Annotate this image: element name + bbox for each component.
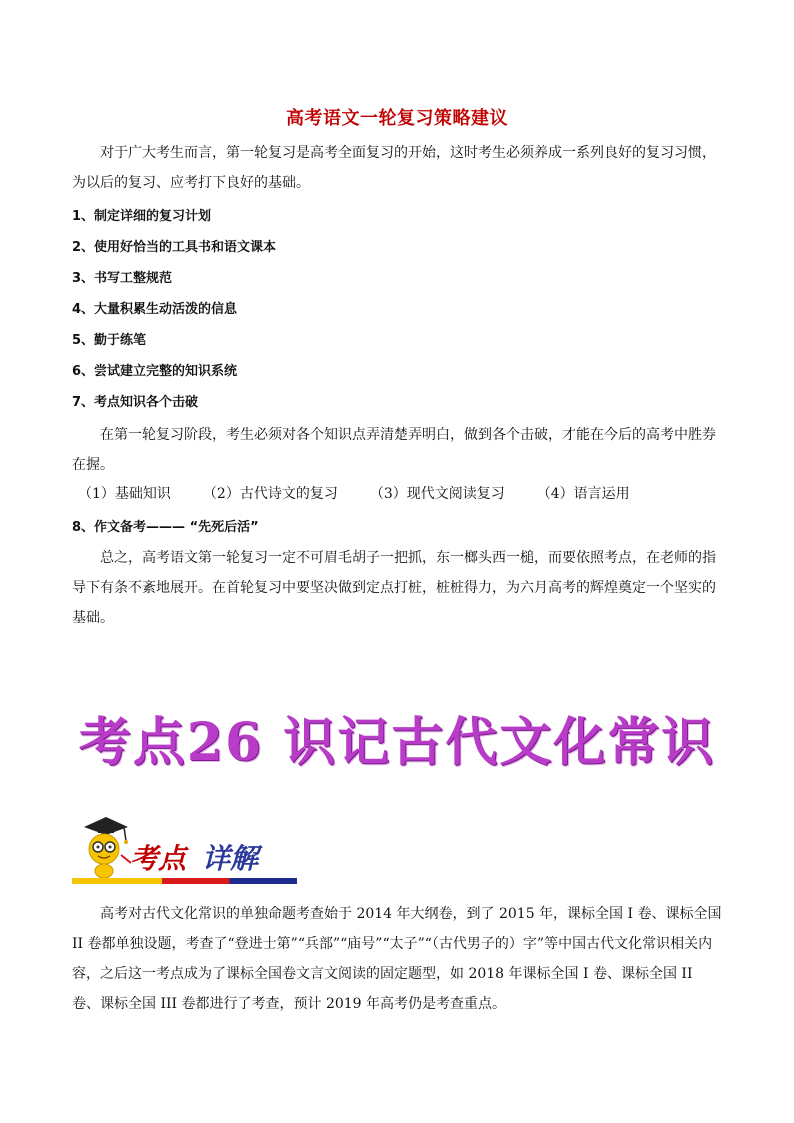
subtopic-list	[78, 483, 630, 503]
section-banner: 考点26 识记古代文化常识	[78, 712, 716, 773]
section-label	[130, 837, 258, 877]
subtopic-item: （3）现代文阅读复习	[369, 486, 505, 502]
subtopic-item: （4）语言运用	[536, 486, 630, 502]
list-item: 5、勤于练笔	[72, 333, 147, 348]
section-header	[72, 815, 297, 887]
list-item: 6、尝试建立完整的知识系统	[72, 364, 238, 379]
list-item: 2、使用好恰当的工具书和语文课本	[72, 240, 277, 255]
conclusion-paragraph: 总之，高考语文第一轮复习一定不可眉毛胡子一把抓，东一榔头西一槌，而要依照考点，在老师的指导下有条不紊地展开。在首轮复习中要坚决做到定点打桩，桩桩得力，为六月高考的辉煌奠定一个坚实的基础。	[72, 550, 716, 626]
section-underline	[72, 878, 297, 884]
list-item: 4、大量积累生动活泼的信息	[72, 302, 238, 317]
graduate-mascot-icon	[76, 813, 136, 881]
list-item: 8、作文备考——— “先死后活”	[72, 520, 259, 535]
list-item: 3、书写工整规范	[72, 271, 173, 286]
subtopic-item: （2）古代诗文的复习	[202, 486, 338, 502]
section-label-kaodian: 考点	[130, 842, 187, 875]
document-title: 高考语文一轮复习策略建议	[286, 108, 508, 129]
list-item: 7、考点知识各个击破	[72, 395, 199, 410]
section-label-xiangjie: 详解	[202, 842, 259, 875]
subtopic-item: （1）基础知识	[78, 486, 171, 502]
intro-paragraph: 对于广大考生而言，第一轮复习是高考全面复习的开始，这时考生必须养成一系列良好的复习习惯，为以后的复习、应考打下良好的基础。	[72, 145, 716, 191]
item7-paragraph: 在第一轮复习阶段，考生必须对各个知识点弄清楚弄明白，做到各个击破，才能在今后的高考中胜券在握。	[72, 427, 716, 473]
detail-paragraph: 高考对古代文化常识的单独命题考查始于 2014 年大纲卷，到了 2015 年，课标全国 I 卷、课标全国 II 卷都单独设题，考查了“登进士第”“兵部”“庙号”“太子”“（古代男子的）字”等中国古代文化常识相关内容，之后这一考点成为了课标全国卷文言文阅读的固定题型，如 2018 年课标全国 I 卷、课标全国 II 卷、课标全国 III 卷都进行了考查，预计 2019 年高考仍是考查重点。	[72, 906, 722, 1012]
list-item: 1、制定详细的复习计划	[72, 209, 212, 224]
